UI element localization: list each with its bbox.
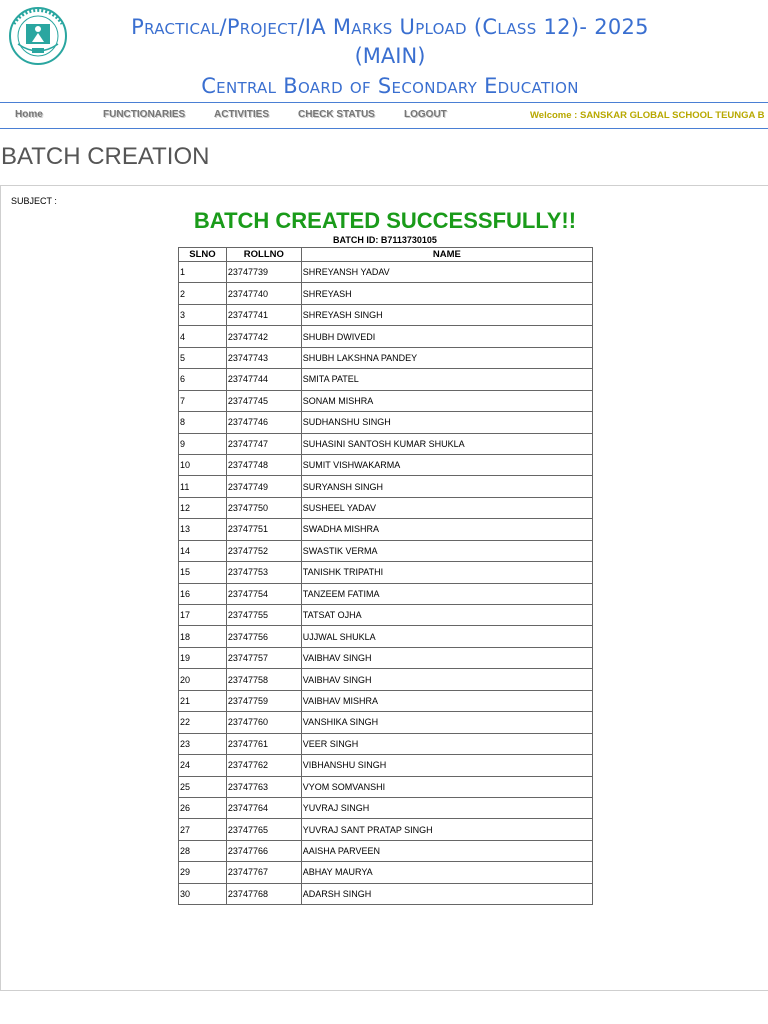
name-cell: SUMIT VISHWAKARMA xyxy=(301,454,592,475)
rollno-cell: 23747740 xyxy=(226,283,301,304)
rollno-cell: 23747739 xyxy=(226,262,301,283)
rollno-cell: 23747746 xyxy=(226,412,301,433)
rollno-cell: 23747744 xyxy=(226,369,301,390)
slno-cell: 24 xyxy=(179,755,227,776)
table-row xyxy=(179,519,593,540)
slno-cell: 30 xyxy=(179,883,227,904)
table-row xyxy=(179,562,593,583)
batch-panel xyxy=(0,185,768,991)
slno-cell: 19 xyxy=(179,647,227,668)
nav-functionaries-link[interactable]: FUNCTIONARIES xyxy=(103,109,186,120)
rollno-cell: 23747768 xyxy=(226,883,301,904)
slno-cell: 6 xyxy=(179,369,227,390)
slno-cell: 14 xyxy=(179,540,227,561)
table-row xyxy=(179,862,593,883)
student-table xyxy=(178,247,593,905)
slno-cell: 4 xyxy=(179,326,227,347)
table-row xyxy=(179,647,593,668)
name-cell: SHREYASH SINGH xyxy=(301,304,592,325)
slno-cell: 17 xyxy=(179,605,227,626)
slno-cell: 2 xyxy=(179,283,227,304)
slno-cell: 10 xyxy=(179,454,227,475)
slno-cell: 18 xyxy=(179,626,227,647)
success-message: BATCH CREATED SUCCESSFULLY!! xyxy=(193,208,577,233)
slno-cell: 23 xyxy=(179,733,227,754)
portal-title: Practical/Project/IA Marks Upload (Class 12)- 2025 xyxy=(131,15,649,39)
rollno-cell: 23747763 xyxy=(226,776,301,797)
table-row xyxy=(179,262,593,283)
name-cell: VAIBHAV SINGH xyxy=(301,647,592,668)
column-header-rollno: ROLLNO xyxy=(226,248,301,262)
slno-cell: 26 xyxy=(179,797,227,818)
rollno-cell: 23747745 xyxy=(226,390,301,411)
table-row xyxy=(179,390,593,411)
slno-cell: 12 xyxy=(179,497,227,518)
rollno-cell: 23747758 xyxy=(226,669,301,690)
table-row xyxy=(179,326,593,347)
page-header xyxy=(0,0,768,102)
table-row xyxy=(179,605,593,626)
slno-cell: 8 xyxy=(179,412,227,433)
page-title: BATCH CREATION xyxy=(1,143,210,170)
name-cell: SUSHEEL YADAV xyxy=(301,497,592,518)
table-row xyxy=(179,712,593,733)
slno-cell: 1 xyxy=(179,262,227,283)
rollno-cell: 23747761 xyxy=(226,733,301,754)
table-row xyxy=(179,283,593,304)
table-row xyxy=(179,540,593,561)
rollno-cell: 23747747 xyxy=(226,433,301,454)
rollno-cell: 23747750 xyxy=(226,497,301,518)
name-cell: SONAM MISHRA xyxy=(301,390,592,411)
table-row xyxy=(179,369,593,390)
slno-cell: 13 xyxy=(179,519,227,540)
name-cell: ABHAY MAURYA xyxy=(301,862,592,883)
table-header-row xyxy=(179,248,593,262)
name-cell: SUDHANSHU SINGH xyxy=(301,412,592,433)
nav-home-link[interactable]: Home xyxy=(15,109,43,120)
slno-cell: 7 xyxy=(179,390,227,411)
nav-activities-link[interactable]: ACTIVITIES xyxy=(214,109,270,120)
welcome-text: Welcome : SANSKAR GLOBAL SCHOOL TEUNGA B xyxy=(530,110,765,121)
batch-id: BATCH ID: B7113730105 xyxy=(333,235,437,245)
rollno-cell: 23747766 xyxy=(226,840,301,861)
slno-cell: 27 xyxy=(179,819,227,840)
rollno-cell: 23747757 xyxy=(226,647,301,668)
rollno-cell: 23747760 xyxy=(226,712,301,733)
name-cell: TANZEEM FATIMA xyxy=(301,583,592,604)
table-row xyxy=(179,883,593,904)
table-row xyxy=(179,347,593,368)
name-cell: ADARSH SINGH xyxy=(301,883,592,904)
nav-check-status-link[interactable]: CHECK STATUS xyxy=(298,109,375,120)
name-cell: SHUBH DWIVEDI xyxy=(301,326,592,347)
organization-name: Central Board of Secondary Education xyxy=(201,74,579,98)
name-cell: AAISHA PARVEEN xyxy=(301,840,592,861)
slno-cell: 16 xyxy=(179,583,227,604)
slno-cell: 22 xyxy=(179,712,227,733)
table-row xyxy=(179,626,593,647)
rollno-cell: 23747742 xyxy=(226,326,301,347)
slno-cell: 21 xyxy=(179,690,227,711)
main-navbar xyxy=(0,102,768,129)
name-cell: VANSHIKA SINGH xyxy=(301,712,592,733)
name-cell: SUHASINI SANTOSH KUMAR SHUKLA xyxy=(301,433,592,454)
rollno-cell: 23747743 xyxy=(226,347,301,368)
table-row xyxy=(179,690,593,711)
subject-label: SUBJECT : xyxy=(11,196,57,206)
table-row xyxy=(179,776,593,797)
rollno-cell: 23747753 xyxy=(226,562,301,583)
slno-cell: 11 xyxy=(179,476,227,497)
table-row xyxy=(179,733,593,754)
rollno-cell: 23747751 xyxy=(226,519,301,540)
name-cell: UJJWAL SHUKLA xyxy=(301,626,592,647)
table-row xyxy=(179,583,593,604)
name-cell: VEER SINGH xyxy=(301,733,592,754)
rollno-cell: 23747759 xyxy=(226,690,301,711)
slno-cell: 5 xyxy=(179,347,227,368)
name-cell: SHREYANSH YADAV xyxy=(301,262,592,283)
column-header-name: NAME xyxy=(301,248,592,262)
table-row xyxy=(179,669,593,690)
slno-cell: 20 xyxy=(179,669,227,690)
name-cell: VIBHANSHU SINGH xyxy=(301,755,592,776)
rollno-cell: 23747748 xyxy=(226,454,301,475)
name-cell: TANISHK TRIPATHI xyxy=(301,562,592,583)
name-cell: SHREYASH xyxy=(301,283,592,304)
slno-cell: 25 xyxy=(179,776,227,797)
name-cell: YUVRAJ SANT PRATAP SINGH xyxy=(301,819,592,840)
table-row xyxy=(179,840,593,861)
rollno-cell: 23747755 xyxy=(226,605,301,626)
table-row xyxy=(179,497,593,518)
table-row xyxy=(179,412,593,433)
table-row xyxy=(179,433,593,454)
table-row xyxy=(179,304,593,325)
name-cell: VAIBHAV SINGH xyxy=(301,669,592,690)
name-cell: SWADHA MISHRA xyxy=(301,519,592,540)
column-header-slno: SLNO xyxy=(179,248,227,262)
name-cell: SMITA PATEL xyxy=(301,369,592,390)
nav-logout-link[interactable]: LOGOUT xyxy=(404,109,447,120)
slno-cell: 28 xyxy=(179,840,227,861)
slno-cell: 3 xyxy=(179,304,227,325)
name-cell: VYOM SOMVANSHI xyxy=(301,776,592,797)
name-cell: VAIBHAV MISHRA xyxy=(301,690,592,711)
slno-cell: 15 xyxy=(179,562,227,583)
name-cell: YUVRAJ SINGH xyxy=(301,797,592,818)
name-cell: SURYANSH SINGH xyxy=(301,476,592,497)
table-row xyxy=(179,797,593,818)
rollno-cell: 23747767 xyxy=(226,862,301,883)
table-row xyxy=(179,819,593,840)
name-cell: SHUBH LAKSHNA PANDEY xyxy=(301,347,592,368)
rollno-cell: 23747741 xyxy=(226,304,301,325)
rollno-cell: 23747754 xyxy=(226,583,301,604)
portal-subtitle: (MAIN) xyxy=(354,44,426,68)
table-row xyxy=(179,454,593,475)
name-cell: SWASTIK VERMA xyxy=(301,540,592,561)
slno-cell: 9 xyxy=(179,433,227,454)
table-body xyxy=(179,262,593,905)
slno-cell: 29 xyxy=(179,862,227,883)
rollno-cell: 23747752 xyxy=(226,540,301,561)
rollno-cell: 23747762 xyxy=(226,755,301,776)
rollno-cell: 23747756 xyxy=(226,626,301,647)
rollno-cell: 23747764 xyxy=(226,797,301,818)
rollno-cell: 23747765 xyxy=(226,819,301,840)
table-row xyxy=(179,755,593,776)
rollno-cell: 23747749 xyxy=(226,476,301,497)
table-row xyxy=(179,476,593,497)
name-cell: TATSAT OJHA xyxy=(301,605,592,626)
